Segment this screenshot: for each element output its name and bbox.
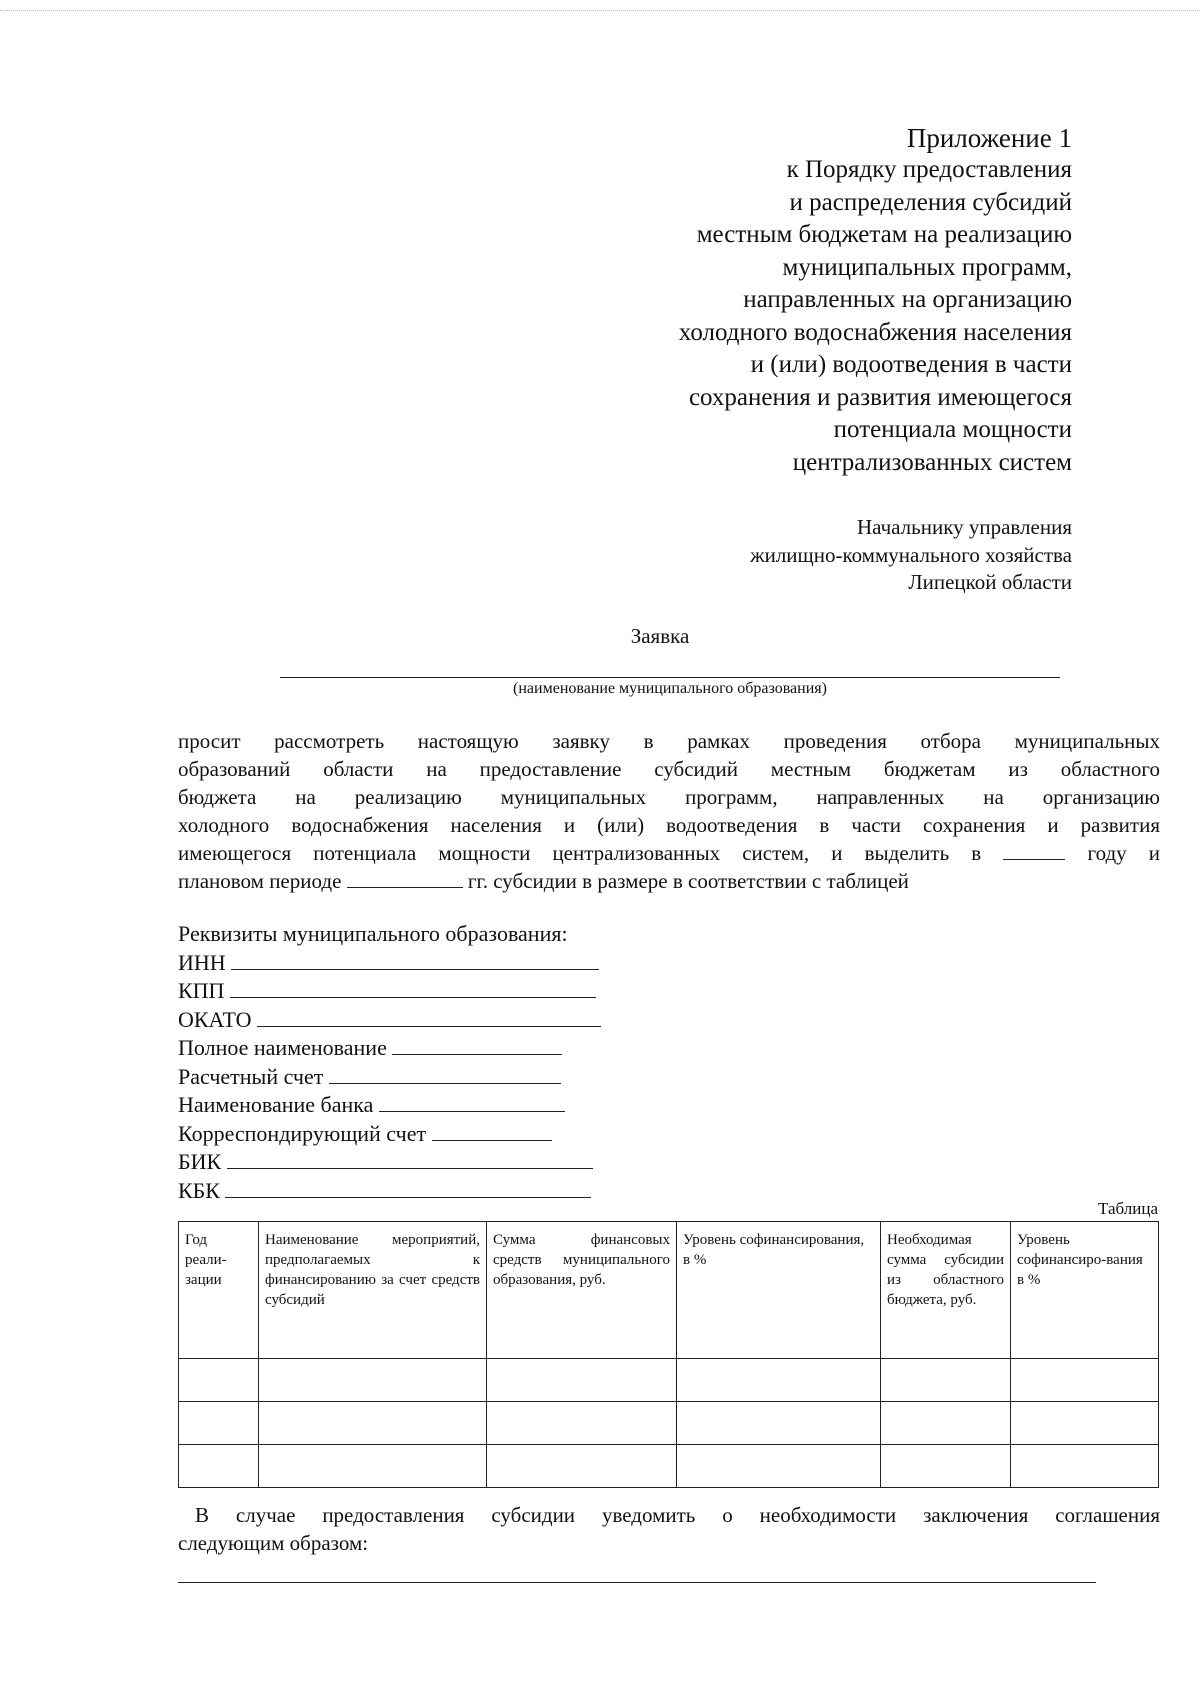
appendix-line: и распределения субсидий [789,188,1072,216]
body-line: просит рассмотреть настоящую заявку в рамках проведения отбора муниципальных [178,729,1160,753]
table-header-row [179,1222,1159,1359]
body-line: бюджета на реализацию муниципальных программ, направленных на организацию [178,785,1160,809]
full-name-field[interactable] [392,1034,562,1055]
requisite-label: ИНН [178,949,226,975]
header-cofinancing-level: Уровень софинансирования, в % [677,1222,881,1359]
subsidy-table [178,1221,1159,1488]
requisite-row-kbk [178,1177,601,1206]
bank-name-field[interactable] [379,1091,565,1112]
appendix-title: Приложение 1 [906,123,1072,153]
appendix-line: сохранения и развития имеющегося [688,383,1072,411]
application-title: Заявка [630,624,690,648]
body-line [178,839,1160,867]
inn-field[interactable] [231,949,599,970]
table-row [179,1402,1159,1445]
requisite-row-inn [178,949,601,978]
requisite-row-kpp [178,977,601,1006]
table-cell[interactable] [1011,1402,1159,1445]
appendix-line: к Порядку предоставления [786,156,1072,183]
appendix-line: централизованных систем [792,448,1072,476]
recipient-line: жилищно-коммунального хозяйства [750,542,1072,567]
table-cell[interactable] [259,1402,487,1445]
appendix-header [679,122,1072,479]
header-year: Год реали-зации [179,1222,259,1359]
table-cell[interactable] [487,1359,677,1402]
requisite-row-account [178,1063,601,1092]
table-cell[interactable] [677,1359,881,1402]
table-cell[interactable] [179,1359,259,1402]
requisite-label: КБК [178,1177,220,1203]
recipient-block [750,514,1072,597]
closing-line: следующим образом: [178,1531,369,1555]
correspondent-account-field[interactable] [432,1120,552,1141]
table-cell[interactable] [487,1445,677,1488]
municipality-name-caption: (наименование муниципального образования) [513,680,827,697]
requisite-label: Корреспондирующий счет [178,1120,427,1146]
table-cell[interactable] [677,1402,881,1445]
body-line-5-start: имеющегося потенциала мощности централизованных систем, и выделить в [178,841,982,865]
appendix-line: местным бюджетам на реализацию [696,221,1072,248]
closing-paragraph [178,1501,1160,1557]
settlement-account-field[interactable] [329,1063,561,1084]
appendix-line: холодного водоснабжения населения [678,318,1072,346]
requisite-row-bank [178,1091,601,1120]
table-cell[interactable] [881,1402,1011,1445]
bik-field[interactable] [227,1148,593,1169]
recipient-line: Начальнику управления [856,515,1072,539]
planning-period-blank-field[interactable] [347,868,463,888]
requisite-label: Полное наименование [178,1035,387,1060]
appendix-line: и (или) водоотведения в части [750,351,1072,378]
table-row [179,1445,1159,1488]
table-cell[interactable] [259,1445,487,1488]
requisite-label: Наименование банка [178,1092,374,1117]
table-cell[interactable] [881,1445,1011,1488]
application-body [178,727,1160,895]
table-cell[interactable] [881,1359,1011,1402]
body-line-5-end: году и [1087,841,1161,865]
requisite-label: БИК [178,1149,222,1174]
table-caption: Таблица [1098,1199,1158,1218]
table-cell[interactable] [259,1359,487,1402]
appendix-line: потенциала мощности [833,416,1072,443]
municipality-name-field[interactable] [280,677,1060,678]
body-line [178,867,1160,895]
table-cell[interactable] [487,1402,677,1445]
requisites-block [178,920,601,1205]
table-cell[interactable] [179,1402,259,1445]
requisite-row-bik [178,1148,601,1177]
header-required-subsidy: Необходимая сумма субсидии из областного бюджета, руб. [881,1222,1011,1359]
kpp-field[interactable] [230,977,596,998]
table-cell[interactable] [1011,1445,1159,1488]
table-row [179,1359,1159,1402]
recipient-line: Липецкой области [908,570,1072,594]
header-measures: Наименование мероприятий, предполагаемых к финансированию за счет средств субсидий [259,1222,487,1359]
header-cofinancing-level-2: Уровень софинансиро-вания в % [1011,1222,1159,1359]
appendix-line: муниципальных программ, [782,253,1072,281]
body-line-6-start: плановом периоде [178,869,342,893]
table-cell[interactable] [1011,1359,1159,1402]
year-blank-field[interactable] [1003,840,1065,860]
table-cell[interactable] [677,1445,881,1488]
body-line: образований области на предоставление субсидий местным бюджетам из областного [178,757,1160,781]
body-line: холодного водоснабжения населения и (или) водоотведения в части сохранения и развития [178,813,1160,837]
closing-line: В случае предоставления субсидии уведомить о необходимости заключения соглашения [195,1503,1160,1527]
scan-edge-line [0,10,1200,11]
requisite-label: КПП [178,978,225,1003]
appendix-line: направленных на организацию [743,286,1072,313]
notification-method-field[interactable] [178,1582,1096,1583]
requisite-row-okato [178,1006,601,1035]
requisites-heading: Реквизиты муниципального образования: [178,921,568,946]
requisite-row-corr-account [178,1120,601,1149]
requisite-label: Расчетный счет [178,1063,324,1089]
table-cell[interactable] [179,1445,259,1488]
requisite-label: ОКАТО [178,1006,252,1032]
okato-field[interactable] [257,1006,601,1027]
body-line-6-end: гг. субсидии в размере в соответствии с таблицей [467,869,909,893]
requisite-row-full-name [178,1034,601,1063]
kbk-field[interactable] [225,1177,591,1198]
header-municipal-funds: Сумма финансовых средств муниципального образования, руб. [487,1222,677,1359]
